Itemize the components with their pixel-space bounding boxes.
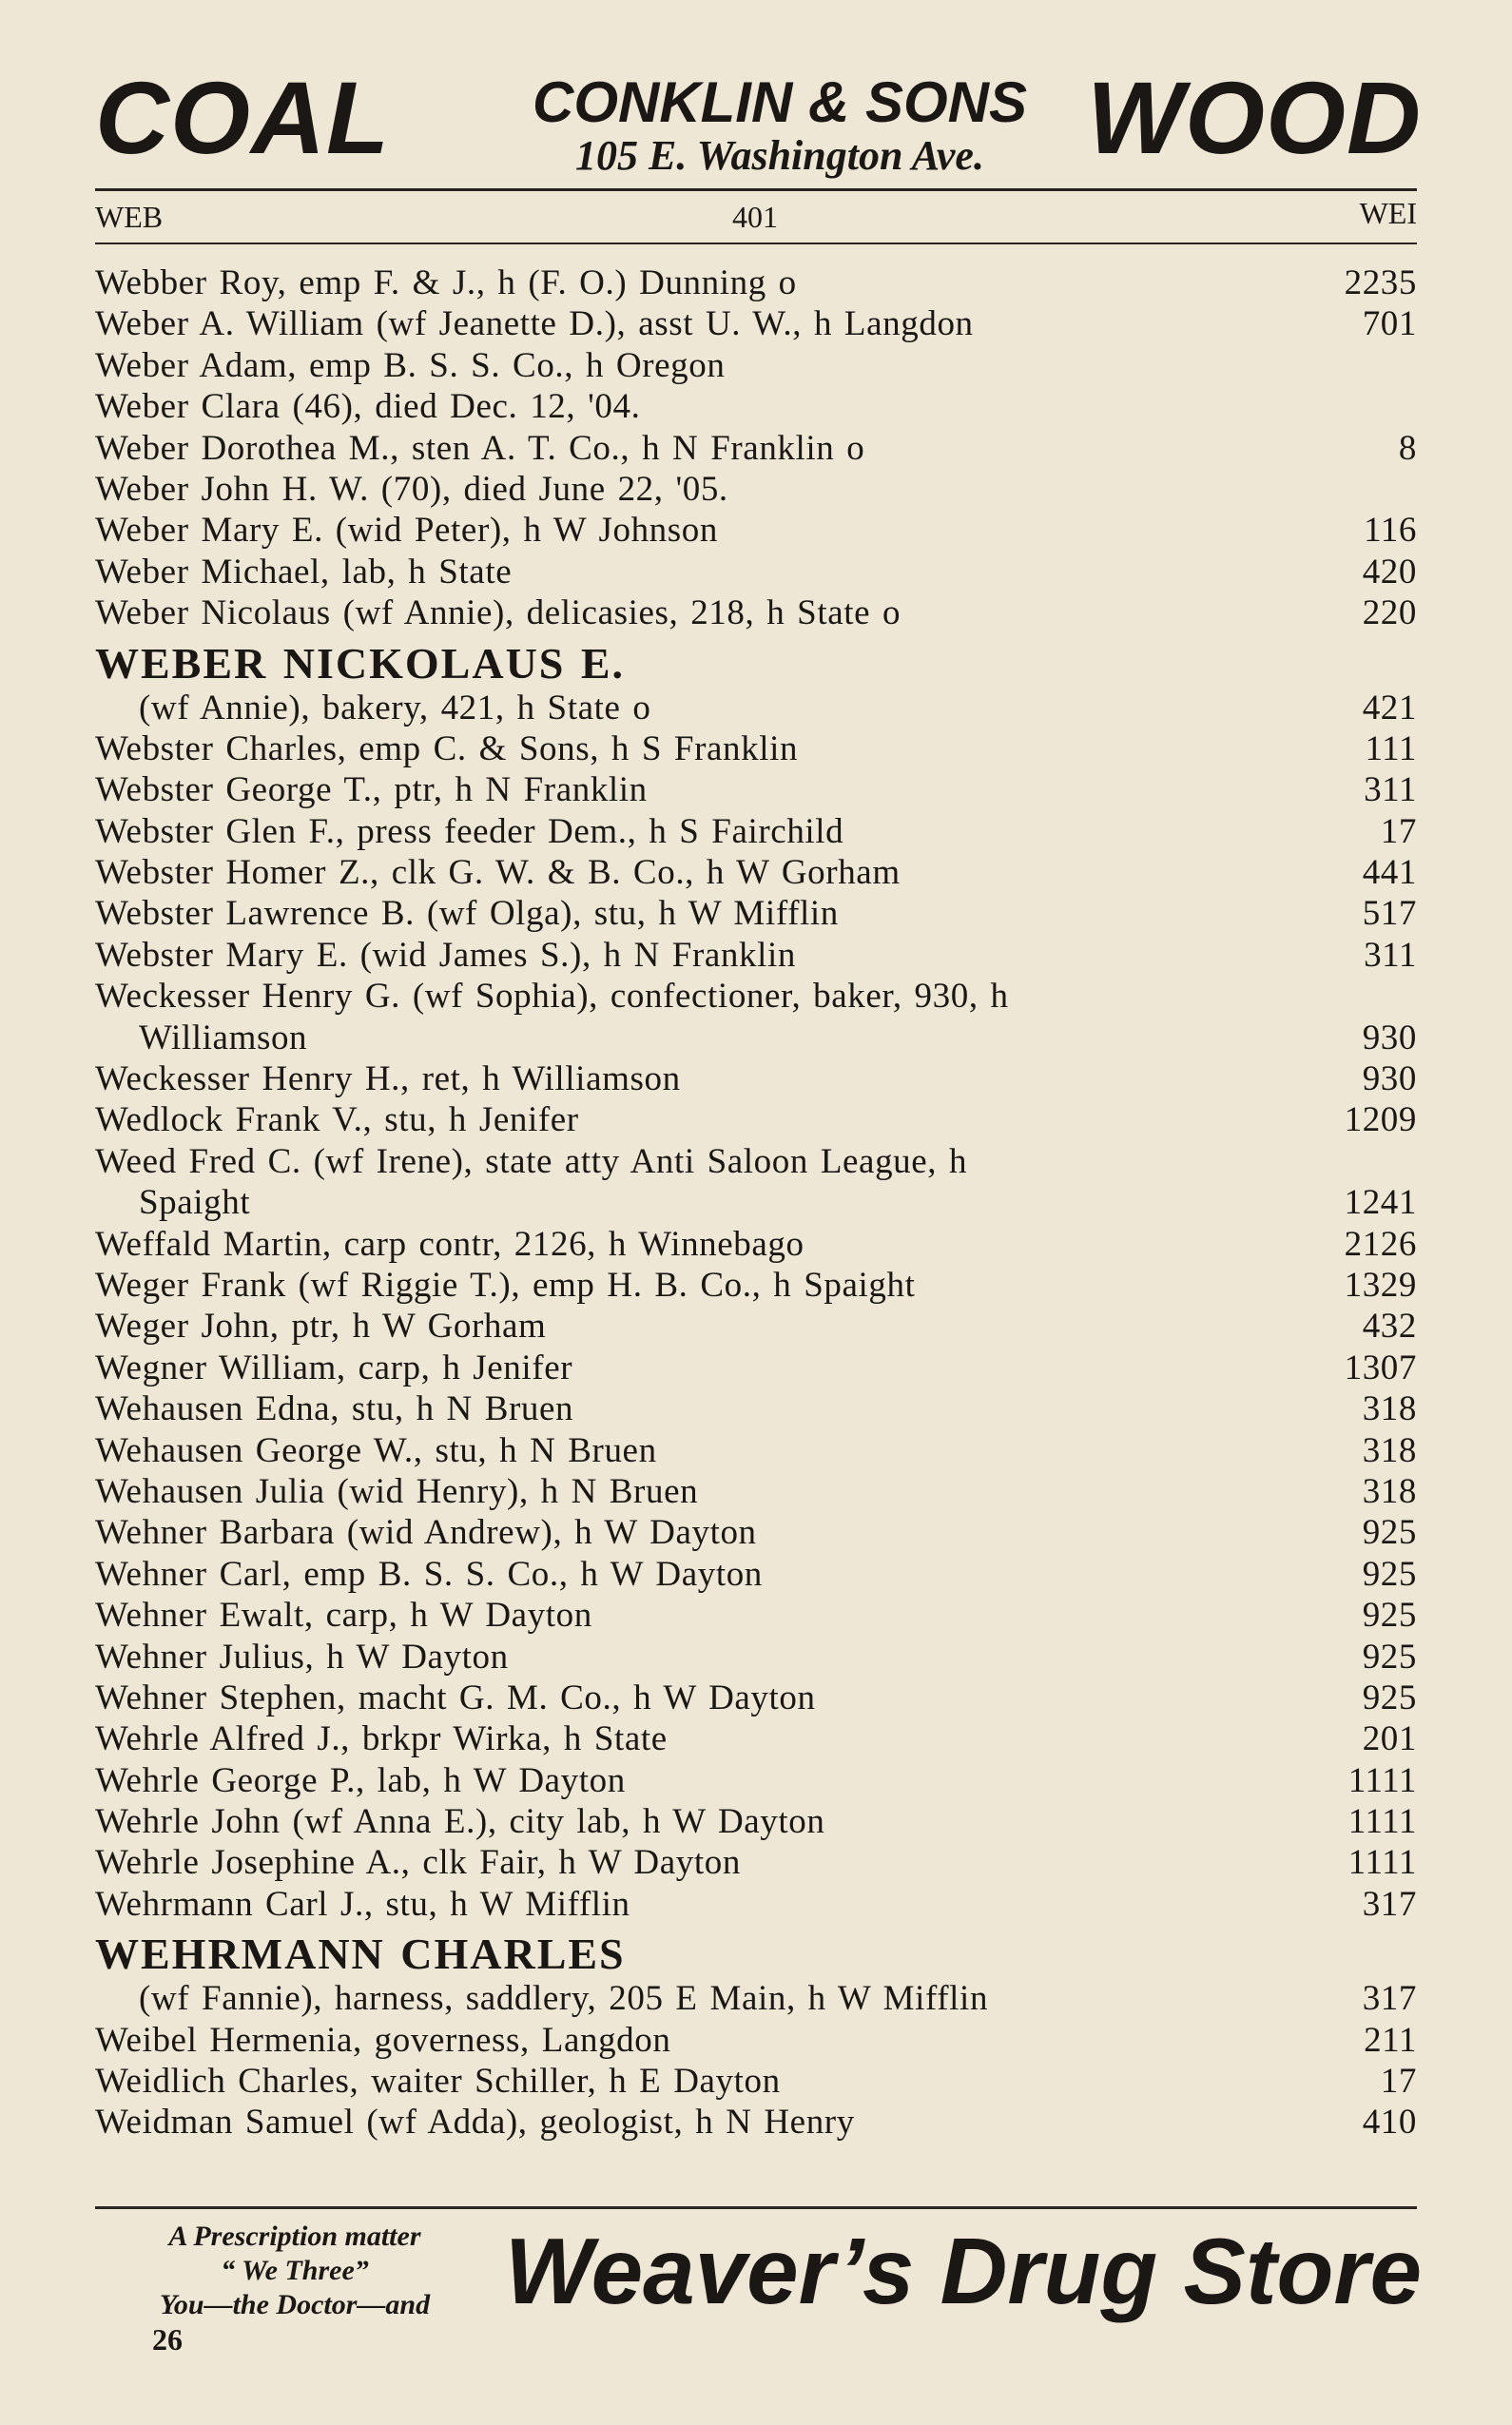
directory-entry	[95, 976, 1417, 1017]
entry-text: Weger John, ptr, h W Gorham	[95, 1307, 547, 1347]
entry-text: Wehner Stephen, macht G. M. Co., h W Dayton	[95, 1678, 816, 1717]
bottom-advertisement	[95, 2218, 1422, 2360]
directory-entry	[95, 893, 1417, 934]
entry-text: Wehrle George P., lab, h W Dayton	[95, 1760, 626, 1800]
house-number: 1111	[1347, 1843, 1417, 1883]
slogan-line-1: A Prescription matter	[168, 2221, 421, 2252]
header-guide-right: WEI	[1359, 196, 1417, 230]
house-number: 318	[1362, 1471, 1417, 1511]
entry-text: Weber Clara (46), died Dec. 12, '04.	[95, 387, 641, 427]
entry-text: Weber Michael, lab, h State	[95, 552, 513, 592]
directory-entry	[95, 1637, 1417, 1678]
top-divider	[95, 188, 1417, 191]
entry-text: Webber Roy, emp F. & J., h (F. O.) Dunning o	[95, 263, 797, 302]
directory-entry	[95, 1018, 1417, 1058]
house-number: 1307	[1344, 1348, 1417, 1387]
entry-text: Wegner William, carp, h Jenifer	[95, 1348, 573, 1387]
entry-text: Weber A. William (wf Jeanette D.), asst U. W., h Langdon	[95, 304, 974, 344]
house-number: 421	[1362, 688, 1417, 728]
running-header	[95, 196, 1417, 238]
house-number: 410	[1362, 2103, 1417, 2143]
directory-entry	[95, 1512, 1417, 1553]
house-number: 1111	[1347, 1760, 1417, 1800]
directory-entry	[95, 688, 1417, 728]
entry-text: Webster George T., ptr, h N Franklin	[95, 770, 648, 810]
directory-entry	[95, 1801, 1417, 1842]
directory-entry	[95, 1718, 1417, 1759]
entry-text: Wehner Barbara (wid Andrew), h W Dayton	[95, 1513, 757, 1553]
entry-text: Spaight	[139, 1183, 251, 1223]
directory-entry	[95, 1842, 1417, 1883]
entry-text: Weber Nicolaus (wf Annie), delicasies, 218, h State o	[95, 593, 901, 633]
header-guide-left: WEB	[95, 200, 164, 234]
house-number: 2126	[1344, 1224, 1417, 1264]
entry-text: Wehrle Alfred J., brkpr Wirka, h State	[95, 1719, 668, 1759]
drug-store-name: Weaver’s Drug Store	[504, 2219, 1422, 2323]
entry-text: Wehner Julius, h W Dayton	[95, 1637, 509, 1677]
directory-entry	[95, 592, 1417, 633]
house-number: 432	[1362, 1307, 1417, 1347]
directory-entry	[95, 1058, 1417, 1099]
entry-text: Wedlock Frank V., stu, h Jenifer	[95, 1100, 579, 1140]
entry-text: (wf Annie), bakery, 421, h State o	[139, 688, 651, 728]
house-number: 318	[1362, 1430, 1417, 1470]
business-heading	[95, 634, 1417, 688]
ad-wood-word: WOOD	[1087, 60, 1422, 175]
directory-entry	[95, 1471, 1417, 1512]
entry-text: Weber John H. W. (70), died June 22, '05.	[95, 469, 728, 509]
house-number: 930	[1362, 1018, 1417, 1057]
house-number: 925	[1362, 1596, 1417, 1636]
directory-entry	[95, 1430, 1417, 1471]
top-advertisement	[95, 60, 1422, 181]
entry-text: Wehrmann Carl J., stu, h W Mifflin	[95, 1884, 630, 1924]
directory-entry	[95, 345, 1417, 386]
directory-entry	[95, 1978, 1417, 2019]
header-divider	[95, 242, 1417, 244]
house-number: 311	[1364, 935, 1417, 975]
entry-text: Williamson	[139, 1018, 308, 1057]
house-number: 1329	[1344, 1265, 1417, 1305]
entry-text: Weber Dorothea M., sten A. T. Co., h N Franklin o	[95, 428, 865, 468]
house-number: 420	[1362, 552, 1417, 592]
ad-coal-word: COAL	[95, 60, 390, 175]
footer-page-number: 26	[152, 2322, 183, 2357]
directory-entry	[95, 469, 1417, 510]
ad-company-block	[447, 70, 1113, 179]
entry-text: Wehausen Edna, stu, h N Bruen	[95, 1389, 574, 1429]
entry-text: Webster Charles, emp C. & Sons, h S Franklin	[95, 728, 799, 768]
entry-text: Weed Fred C. (wf Irene), state atty Anti Saloon League, h	[95, 1141, 968, 1181]
house-number: 17	[1380, 811, 1417, 851]
entry-text: Webster Lawrence B. (wf Olga), stu, h W Mifflin	[95, 894, 839, 934]
entry-text: Weibel Hermenia, governess, Langdon	[95, 2020, 671, 2060]
directory-entry	[95, 2020, 1417, 2061]
house-number: 701	[1362, 304, 1417, 344]
directory-entry	[95, 1388, 1417, 1429]
directory-entry	[95, 1348, 1417, 1388]
house-number: 1111	[1347, 1802, 1417, 1842]
header-page-number: 401	[732, 200, 778, 234]
entry-text: WEBER NICKOLAUS E.	[95, 638, 626, 688]
house-number: 8	[1398, 428, 1417, 468]
business-heading	[95, 1925, 1417, 1978]
house-number: 17	[1380, 2062, 1417, 2102]
entry-text: Weckesser Henry H., ret, h Williamson	[95, 1059, 681, 1099]
house-number: 318	[1362, 1389, 1417, 1429]
house-number: 1241	[1344, 1183, 1417, 1223]
entry-text: Weger Frank (wf Riggie T.), emp H. B. Co., h Spaight	[95, 1265, 916, 1305]
entry-text: Weber Adam, emp B. S. S. Co., h Oregon	[95, 345, 726, 385]
entry-text: Wehrle Josephine A., clk Fair, h W Dayton	[95, 1843, 741, 1883]
ad-company-address: 105 E. Washington Ave.	[575, 132, 984, 179]
house-number: 441	[1362, 853, 1417, 893]
directory-entry	[95, 935, 1417, 976]
directory-entry	[95, 262, 1417, 303]
directory-entry	[95, 769, 1417, 810]
directory-entry	[95, 811, 1417, 852]
house-number: 1209	[1344, 1100, 1417, 1140]
directory-entry	[95, 2061, 1417, 2102]
directory-entry	[95, 728, 1417, 769]
house-number: 925	[1362, 1513, 1417, 1553]
slogan-line-2: “ We Three”	[221, 2255, 369, 2286]
directory-entry	[95, 1306, 1417, 1347]
entry-text: Wehner Ewalt, carp, h W Dayton	[95, 1596, 592, 1636]
house-number: 111	[1365, 728, 1417, 768]
entry-text: Webster Glen F., press feeder Dem., h S Fairchild	[95, 811, 844, 851]
directory-entry	[95, 1678, 1417, 1718]
directory-entry	[95, 852, 1417, 893]
house-number: 311	[1364, 770, 1417, 810]
house-number: 925	[1362, 1554, 1417, 1594]
directory-entry	[95, 386, 1417, 427]
entry-text: Webster Homer Z., clk G. W. & B. Co., h W Gorham	[95, 853, 901, 893]
entry-text: Weidlich Charles, waiter Schiller, h E Dayton	[95, 2062, 781, 2102]
directory-entry	[95, 1099, 1417, 1140]
house-number: 2235	[1344, 263, 1417, 302]
ad-slogan	[95, 2220, 494, 2322]
slogan-line-3: You—the Doctor—and	[159, 2289, 431, 2320]
directory-entry	[95, 1224, 1417, 1265]
directory-entry	[95, 1182, 1417, 1223]
entry-text: Weckesser Henry G. (wf Sophia), confectioner, baker, 930, h	[95, 977, 1009, 1017]
directory-entry	[95, 428, 1417, 469]
house-number: 317	[1362, 1884, 1417, 1924]
entry-text: WEHRMANN CHARLES	[95, 1930, 626, 1979]
entry-text: (wf Fannie), harness, saddlery, 205 E Main, h W Mifflin	[139, 1979, 989, 2019]
directory-entry	[95, 510, 1417, 551]
directory-entry	[95, 1141, 1417, 1182]
directory-entry	[95, 1554, 1417, 1595]
entry-text: Weffald Martin, carp contr, 2126, h Winnebago	[95, 1224, 804, 1264]
directory-entry	[95, 552, 1417, 592]
bottom-divider	[95, 2206, 1417, 2209]
directory-entry	[95, 303, 1417, 344]
entry-text: Weidman Samuel (wf Adda), geologist, h N Henry	[95, 2103, 855, 2143]
house-number: 925	[1362, 1637, 1417, 1677]
house-number: 517	[1362, 894, 1417, 934]
house-number: 201	[1362, 1719, 1417, 1759]
directory-entry	[95, 1884, 1417, 1925]
house-number: 925	[1362, 1678, 1417, 1717]
directory-entry	[95, 2102, 1417, 2143]
entry-text: Wehausen Julia (wid Henry), h N Bruen	[95, 1471, 699, 1511]
entry-text: Webster Mary E. (wid James S.), h N Franklin	[95, 935, 796, 975]
directory-entry	[95, 1595, 1417, 1636]
entry-text: Wehausen George W., stu, h N Bruen	[95, 1430, 657, 1470]
house-number: 930	[1362, 1059, 1417, 1099]
house-number: 317	[1362, 1979, 1417, 2019]
entry-text: Wehrle John (wf Anna E.), city lab, h W Dayton	[95, 1802, 825, 1842]
directory-entry	[95, 1265, 1417, 1306]
entry-text: Wehner Carl, emp B. S. S. Co., h W Dayton	[95, 1554, 763, 1594]
entry-text: Weber Mary E. (wid Peter), h W Johnson	[95, 511, 718, 551]
house-number: 211	[1364, 2020, 1417, 2060]
house-number: 116	[1364, 511, 1417, 551]
directory-listings	[95, 262, 1417, 2144]
ad-company-name: CONKLIN & SONS	[532, 70, 1028, 134]
house-number: 220	[1362, 593, 1417, 633]
directory-entry	[95, 1760, 1417, 1801]
